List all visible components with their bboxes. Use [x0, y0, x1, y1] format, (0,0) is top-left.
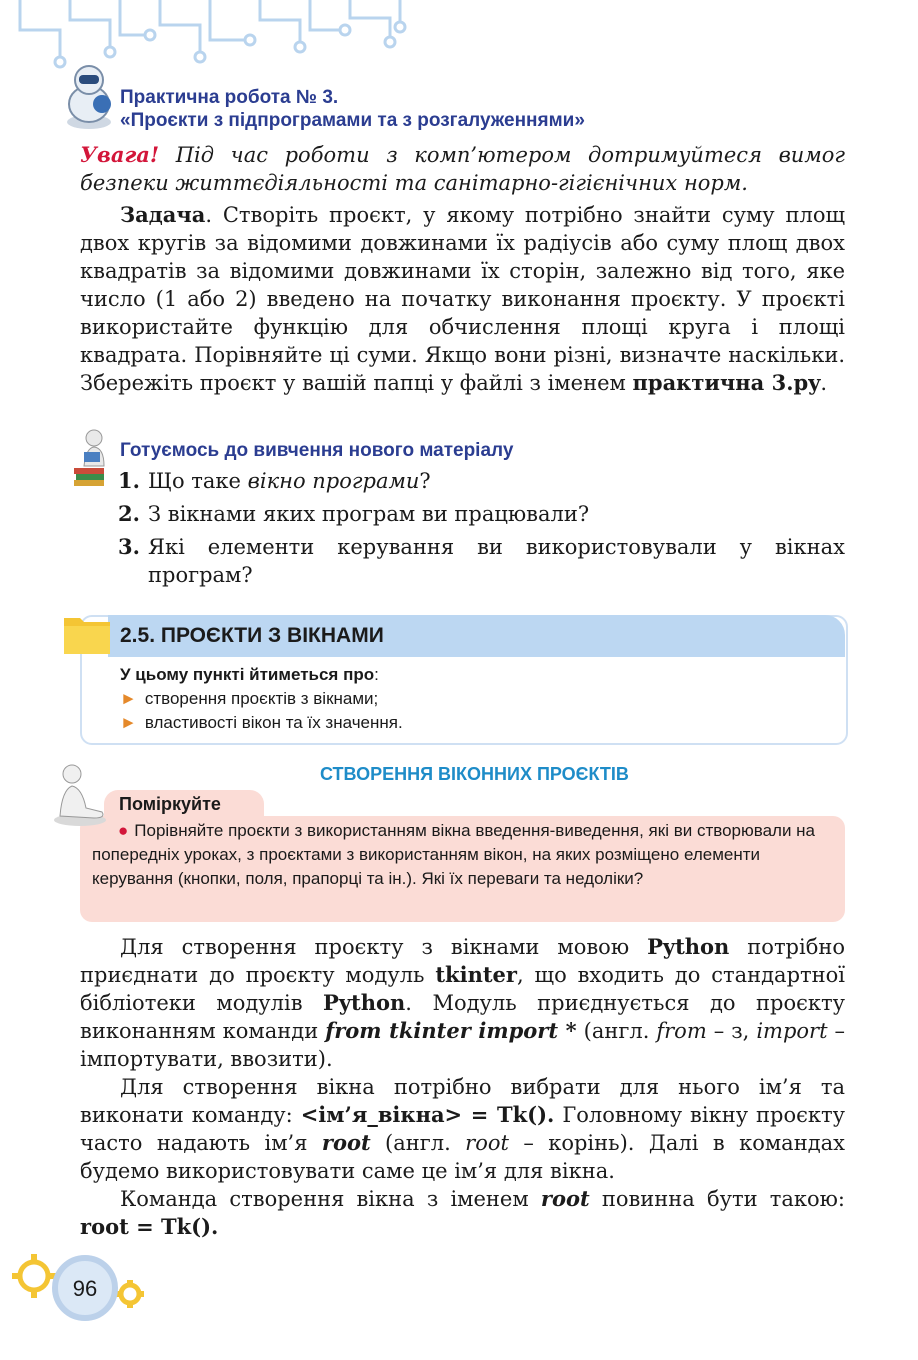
section-item-text: створення проєктів з вікнами;: [144, 689, 379, 708]
think-label-tab: [104, 790, 264, 818]
p1-c: , що входить до стандартної бібліотеки модулів: [80, 963, 845, 1015]
p2-root: root: [321, 1130, 371, 1155]
question-item: [118, 500, 845, 528]
question-item: [118, 533, 845, 589]
p1-a: Для створення проєкту з вікнами мовою: [120, 935, 648, 959]
p3-command: root = Tk().: [80, 1214, 219, 1239]
task-label: Задача: [120, 202, 206, 227]
prep-heading: Готуємось до вивчення нового матеріалу: [120, 440, 514, 461]
arrow-right-icon: ►: [120, 713, 137, 732]
question-number: 1.: [118, 468, 140, 493]
warning-paragraph: [80, 141, 845, 197]
warning-text: Під час роботи з комп’ютером дотримуйтеся вимог безпеки життєдіяльності та санітарно-гігієнічних норм.: [80, 143, 845, 195]
p2-c: (англ.: [370, 1131, 466, 1155]
question-text: Які елементи керування ви використовували у вікнах програм?: [148, 535, 845, 587]
question-text: [148, 467, 845, 495]
section-overview: [120, 663, 403, 735]
p1-import: import: [756, 1019, 828, 1043]
main-text: [80, 933, 845, 1241]
practical-work-title: «Проєкти з підпрограмами та з розгалуженнями»: [120, 110, 585, 131]
task-end: .: [820, 371, 828, 395]
section-title: 2.5. ПРОЄКТИ З ВІКНАМИ: [120, 624, 384, 647]
section-item-text: властивості вікон та їх значення.: [144, 713, 403, 732]
practical-work-heading: [120, 86, 585, 132]
task-filename: практична 3.py: [632, 370, 821, 395]
folder-icon: [62, 612, 112, 656]
p1-tkinter: tkinter: [435, 962, 517, 987]
reading-person-icon: [70, 428, 116, 488]
think-text: Порівняйте проєкти з використанням вікна введення-виведення, які ви створювали на попередніх уроках, з проєктами з використанням вікон, на яких розміщено елементи керування (кнопки, поля, прапорці та ін.). Які їх переваги та недоліки?: [92, 821, 816, 888]
robot-icon: [58, 60, 120, 132]
warning-label: Увага!: [80, 142, 160, 167]
section-list-item: [120, 687, 403, 711]
practical-work-number: Практична робота № 3.: [120, 87, 339, 108]
bullet-dot-icon: ●: [118, 821, 129, 840]
p1-python-2: Python: [323, 990, 406, 1015]
p2-root-2: root: [465, 1131, 509, 1155]
p1-e: (англ.: [576, 1019, 657, 1043]
task-text: . Створіть проєкт, у якому потрібно знайти суму площ двох кругів за відомими довжинами їх радіусів або суму площ двох квадратів за відомими довжинами їх сторін, залежно від того, яке число (1 або 2) введено на початку виконання проєкту. У проєкті використайте функцію для обчислення площі круга і площі квадрата. Порівняйте ці суми. Якщо вони різні, визначте наскільки. Збережіть проєкт у вашій папці у файлі з іменем: [80, 203, 845, 395]
p1-d: . Модуль приєднується до проєкту виконанням команди: [80, 991, 845, 1043]
p1-f: – з,: [706, 1019, 757, 1043]
task-paragraph: [80, 201, 845, 397]
think-label: Поміркуйте: [119, 794, 221, 814]
paragraph-3: [80, 1185, 845, 1241]
p1-g: – імпортувати, ввозити).: [80, 1019, 846, 1071]
q1-emphasis: вікно програми: [247, 469, 420, 493]
question-list: [118, 467, 845, 594]
question-item: [118, 467, 845, 495]
p1-from: from: [656, 1019, 707, 1043]
q1-text-b: ?: [419, 469, 431, 493]
question-number: 2.: [118, 501, 140, 526]
p1-b: потрібно приєднати до проєкту модуль: [80, 935, 845, 987]
section-intro: У цьому пункті йтиметься про: [120, 665, 375, 684]
p3-root: root: [540, 1186, 590, 1211]
think-text-block: [92, 819, 832, 891]
page-number: 96: [72, 1276, 98, 1301]
paragraph-1: [80, 933, 845, 1073]
subheading: СТВОРЕННЯ ВІКОННИХ ПРОЄКТІВ: [320, 764, 629, 784]
gears-decoration: [10, 1248, 150, 1338]
p1-python: Python: [647, 934, 730, 959]
section-list-item: [120, 711, 403, 735]
arrow-right-icon: ►: [120, 689, 137, 708]
p1-command: from tkinter import *: [325, 1018, 577, 1043]
p2-b: Головному вікну проєкту часто надають ім’я: [80, 1103, 846, 1155]
p2-a: Для створення вікна потрібно вибрати для нього ім’я та виконати команду:: [80, 1075, 845, 1127]
question-number: 3.: [118, 534, 140, 559]
p3-a: Команда створення вікна з іменем: [120, 1187, 541, 1211]
p2-command: <ім’я_вікна> = Tk().: [300, 1102, 555, 1127]
section-intro-colon: :: [374, 665, 379, 684]
paragraph-2: [80, 1073, 845, 1185]
question-text: З вікнами яких програм ви працювали?: [148, 502, 590, 526]
q1-text-a: Що таке: [148, 469, 248, 493]
p2-d: – корінь). Далі в командах будемо використовувати саме це ім’я для вікна.: [80, 1131, 845, 1183]
p3-b: повинна бути такою:: [589, 1187, 846, 1211]
